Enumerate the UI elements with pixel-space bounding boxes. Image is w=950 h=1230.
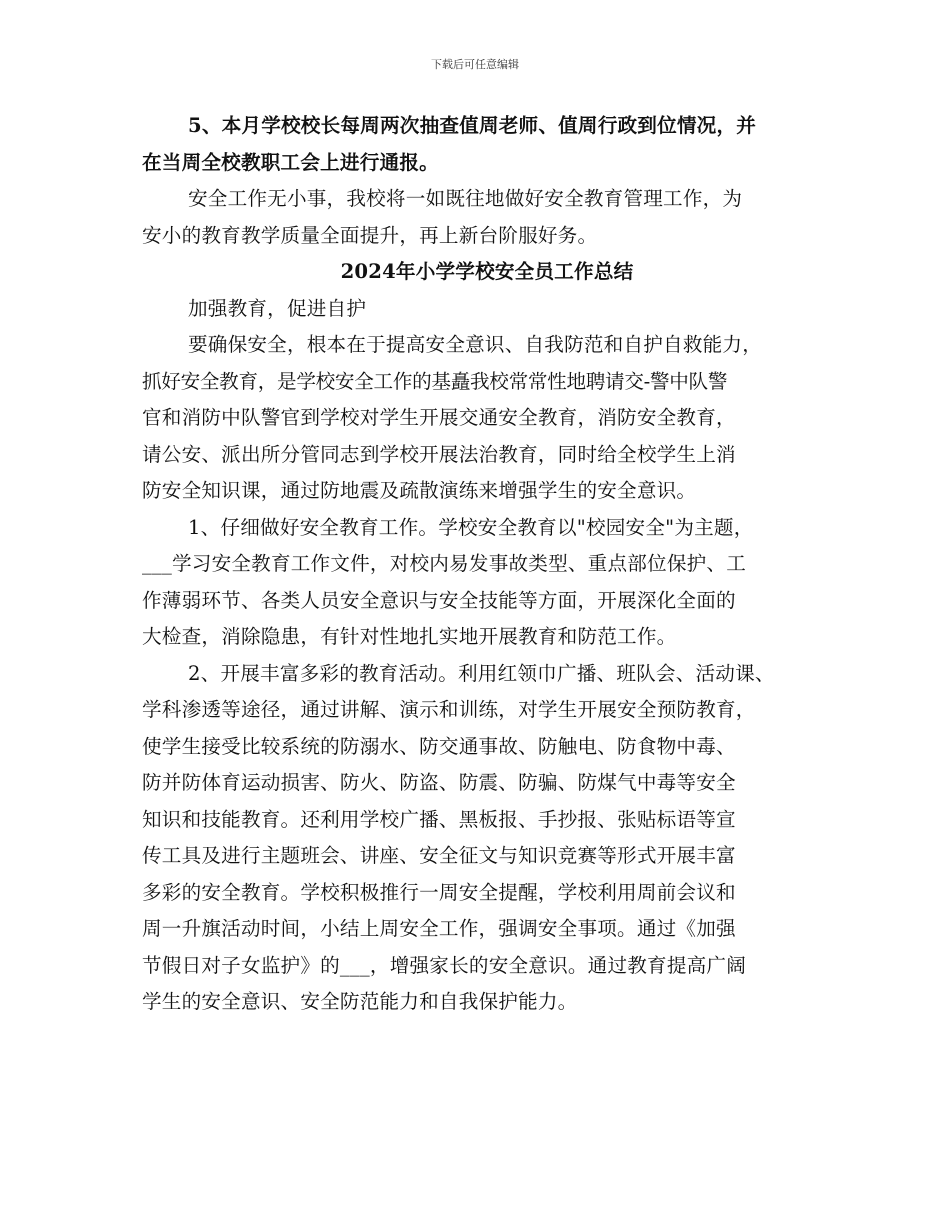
header-note: 下载后可任意编辑 — [431, 58, 519, 71]
text-line: 防安全知识课，通过防地震及疏散演练来增强学生的安全意识。 — [142, 479, 697, 502]
document-body — [142, 108, 832, 1021]
text-line: 请公安、派出所分管同志到学校开展法治教育，同时给全校学生上消 — [142, 442, 736, 466]
text-line: 2、开展丰富多彩的教育活动。利用红领巾广播、班队会、活动课、 — [188, 661, 775, 685]
section-title: 2024年小学学校安全员工作总结 — [340, 260, 634, 283]
text-line: 安全工作无小事，我校将一如既往地做好安全教育管理工作，为 — [188, 187, 743, 210]
text-line: 防并防体育运动损害、防火、防盗、防震、防骗、防煤气中毒等安全 — [142, 771, 736, 794]
text-line: 作薄弱环节、各类人员安全意识与安全技能等方面，开展深化全面的 — [142, 588, 736, 612]
text-line: 大检查，消除隐患，有针对性地扎实地开展教育和防范工作。 — [142, 625, 677, 648]
section-subtitle: 加强教育，促进自护 — [188, 296, 367, 320]
text-line: 抓好安全教育，是学校安全工作的基矗我校常常性地聘请交-警中队警 — [142, 369, 728, 393]
text-line: 要确保安全，根本在于提高安全意识、自我防范和自护自救能力， — [188, 333, 763, 356]
text-line: 使学生接受比较系统的防溺水、防交通事故、防触电、防食物中毒、 — [142, 734, 736, 758]
text-line: 学科渗透等途径，通过讲解、演示和训练，对学生开展安全预防教育， — [142, 698, 756, 721]
text-line: 安小的教育教学质量全面提升，再上新台阶服好务。 — [142, 223, 598, 247]
text-line: 传工具及进行主题班会、讲座、安全征文与知识竞赛等形式开展丰富 — [142, 844, 736, 867]
text-line: 官和消防中队警官到学校对学生开展交通安全教育，消防安全教育， — [142, 406, 736, 429]
text-line: 1、仔细做好安全教育工作。学校安全教育以"校园安全"为主题， — [188, 515, 754, 539]
text-line: 知识和技能教育。还利用学校广播、黑板报、手抄报、张贴标语等宣 — [142, 807, 736, 831]
text-line: 多彩的安全教育。学校积极推行一周安全提醒，学校利用周前会议和 — [142, 880, 736, 904]
text-line: 5、本月学校校长每周两次抽查值周老师、值周行政到位情况，并 — [188, 114, 757, 137]
text-line: 在当周全校教职工会上进行通报。 — [142, 150, 439, 174]
text-line: ___学习安全教育工作文件，对校内易发事故类型、重点部位保护、工 — [142, 552, 747, 575]
text-line: 学生的安全意识、安全防范能力和自我保护能力。 — [142, 990, 578, 1013]
text-line: 节假日对子女监护》的___，增强家长的安全意识。通过教育提高广阔 — [142, 953, 747, 977]
text-line: 周一升旗活动时间，小结上周安全工作，强调安全事项。通过《加强 — [142, 917, 736, 940]
